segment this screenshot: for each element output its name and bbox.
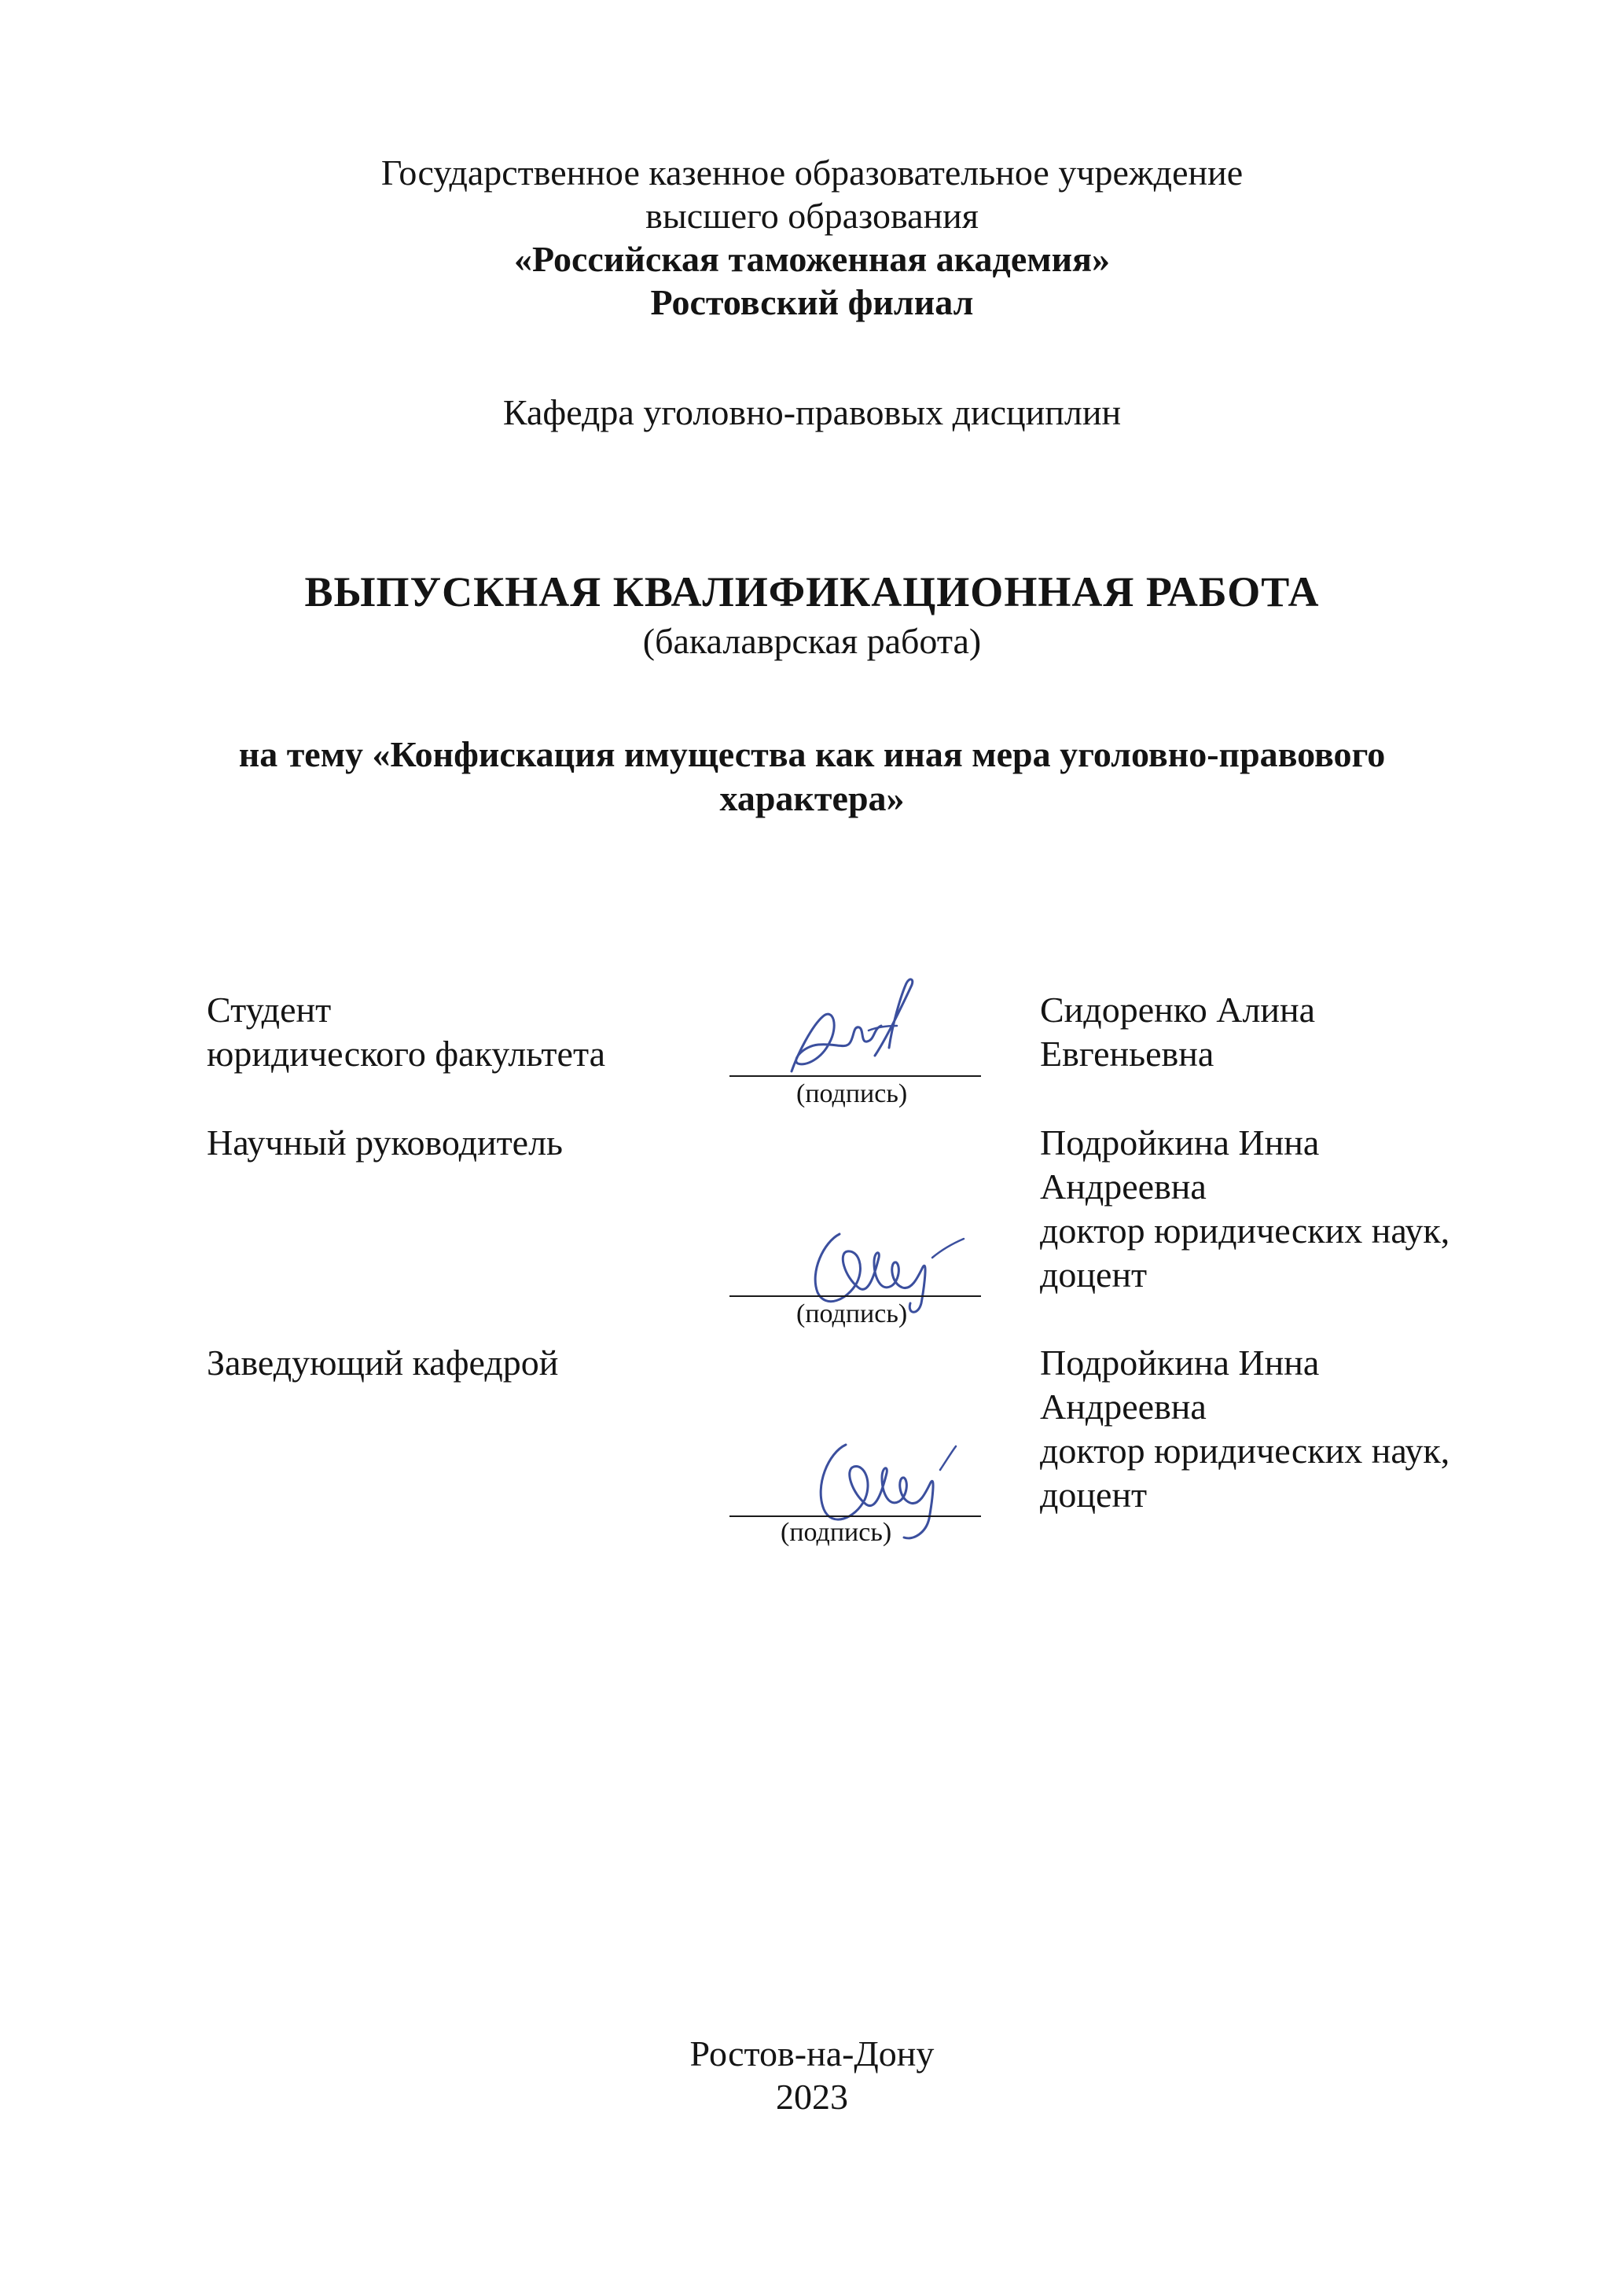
student-signature-line (729, 1075, 981, 1077)
institution-line-2: высшего образования (645, 196, 979, 236)
supervisor-role: Научный руководитель (207, 1122, 564, 1163)
head-name-line-2: Андреевна (1040, 1387, 1207, 1427)
head-degree: доктор юридических наук, (1040, 1431, 1450, 1471)
supervisor-signature-line (729, 1295, 981, 1297)
head-signature-caption: (подпись) (781, 1518, 892, 1547)
document-subtitle: (бакалаврская работа) (642, 621, 982, 661)
supervisor-signature-caption: (подпись) (796, 1299, 908, 1328)
academy-name: «Российская таможенная академия» (514, 239, 1110, 279)
student-role-line-2: юридического факультета (207, 1034, 606, 1074)
supervisor-rank: доцент (1040, 1255, 1148, 1295)
supervisor-name-line-2: Андреевна (1040, 1166, 1207, 1207)
supervisor-name-line-1: Подройкина Инна (1040, 1122, 1320, 1163)
student-name-line-2: Евгеньевна (1040, 1034, 1214, 1074)
topic-line-1: на тему «Конфискация имущества как иная мера уголовно-правового (238, 734, 1386, 774)
department-name: Кафедра уголовно-правовых дисциплин (502, 392, 1122, 432)
head-signature-line (729, 1515, 981, 1517)
student-role-line-1: Студент (207, 990, 332, 1030)
branch-name: Ростовский филиал (650, 282, 974, 322)
head-name-line-1: Подройкина Инна (1040, 1343, 1320, 1383)
head-role: Заведующий кафедрой (207, 1343, 559, 1383)
supervisor-degree: доктор юридических наук, (1040, 1210, 1450, 1251)
head-rank: доцент (1040, 1475, 1148, 1515)
institution-line-1: Государственное казенное образовательное учреждение (380, 152, 1244, 193)
student-name-line-1: Сидоренко Алина (1040, 990, 1316, 1030)
topic-line-2: характера» (719, 778, 905, 818)
document-title: ВЫПУСКНАЯ КВАЛИФИКАЦИОННАЯ РАБОТА (304, 568, 1320, 615)
student-signature-caption: (подпись) (796, 1079, 908, 1108)
footer-city: Ростов-на-Дону (689, 2033, 935, 2074)
footer-year: 2023 (776, 2077, 848, 2117)
student-signature (774, 971, 931, 1089)
